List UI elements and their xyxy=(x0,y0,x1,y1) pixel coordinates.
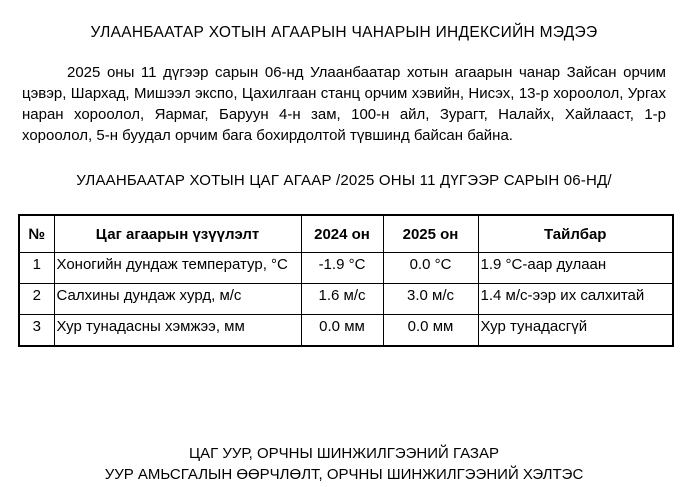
footer xyxy=(18,443,670,485)
indicator-cell: Салхины дундаж хурд, м/с xyxy=(54,284,301,315)
table-row xyxy=(19,315,673,347)
summary-paragraph: 2025 оны 11 дүгээр сарын 06-нд Улаанбаатар хотын агаарын чанар Зайсан орчим цэвэр, Шархад, Мишээл экспо, Цахилгаан станц орчим хэвийн, Нисэх, 13-р хороолол, Ургах наран хороолол, Яармаг, Баруун 4-н зам, 100-н айл, Зурагт, Налайх, Хайлааст, 1-р хороолол, 5-н буудал орчим бага бохирдолтой түвшинд байсан байна. xyxy=(22,64,666,144)
row-number-cell: 3 xyxy=(19,315,54,347)
weather-comparison-table xyxy=(18,214,674,347)
indicator-cell: Хур тунадасны хэмжээ, мм xyxy=(54,315,301,347)
footer-department-line: УУР АМЬСГАЛЫН ӨӨРЧЛӨЛТ, ОРЧНЫ ШИНЖИЛГЭЭНИЙ ХЭЛТЭС xyxy=(104,466,584,483)
col-header-number: № xyxy=(19,215,54,253)
table-header-row xyxy=(19,215,673,253)
value-2025-cell: 0.0 °С xyxy=(383,253,478,284)
weather-section-title: УЛААНБААТАР ХОТЫН ЦАГ АГААР /2025 ОНЫ 11 ДҮГЭЭР САРЫН 06-НД/ xyxy=(76,172,612,189)
col-header-indicator: Цаг агаарын үзүүлэлт xyxy=(54,215,301,253)
note-cell: 1.9 °С-аар дулаан xyxy=(478,253,673,284)
col-header-note: Тайлбар xyxy=(478,215,673,253)
indicator-cell: Хоногийн дундаж температур, °С xyxy=(54,253,301,284)
value-2025-cell: 3.0 м/с xyxy=(383,284,478,315)
table-row xyxy=(19,284,673,315)
value-2024-cell: 0.0 мм xyxy=(301,315,383,347)
note-cell: Хур тунадасгүй xyxy=(478,315,673,347)
footer-agency-line: ЦАГ УУР, ОРЧНЫ ШИНЖИЛГЭЭНИЙ ГАЗАР xyxy=(188,445,499,462)
row-number-cell: 2 xyxy=(19,284,54,315)
value-2024-cell: -1.9 °С xyxy=(301,253,383,284)
col-header-2025: 2025 он xyxy=(383,215,478,253)
value-2025-cell: 0.0 мм xyxy=(383,315,478,347)
col-header-2024: 2024 он xyxy=(301,215,383,253)
table-row xyxy=(19,253,673,284)
page-title: УЛААНБААТАР ХОТЫН АГААРЫН ЧАНАРЫН ИНДЕКСИЙН МЭДЭЭ xyxy=(90,24,598,41)
row-number-cell: 1 xyxy=(19,253,54,284)
note-cell: 1.4 м/с-ээр их салхитай xyxy=(478,284,673,315)
value-2024-cell: 1.6 м/с xyxy=(301,284,383,315)
